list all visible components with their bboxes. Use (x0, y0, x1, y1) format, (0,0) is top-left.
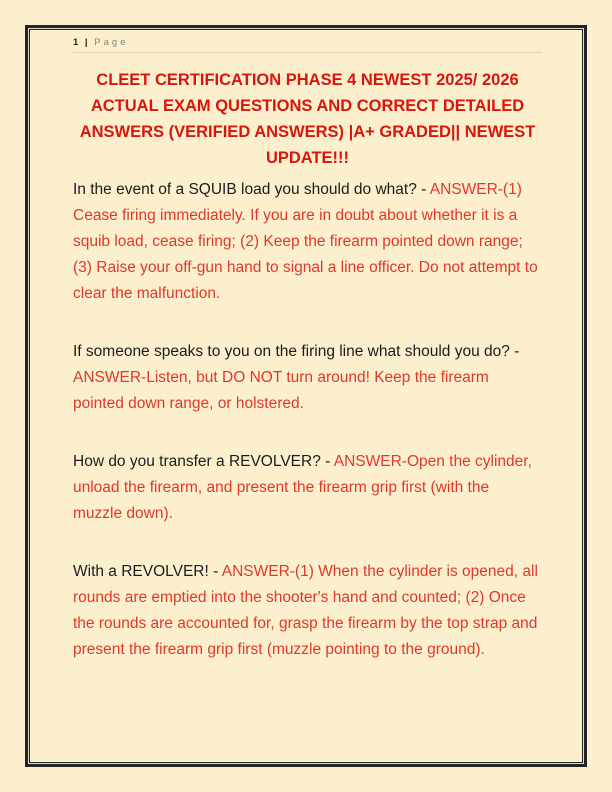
qa-item (73, 177, 542, 307)
page-header (73, 37, 542, 48)
question-text: With a REVOLVER! - (73, 563, 222, 580)
page-border (25, 25, 587, 767)
header-rule (73, 52, 542, 53)
page-header-label: Page (94, 37, 129, 48)
qa-item (73, 559, 542, 663)
answer-text: ANSWER-(1) When the cylinder is opened, all rounds are emptied into the shooter's hand and counted; (2) Once the rounds are accounted for, grasp the firearm by the top strap and present the firearm grip first (muzzle pointing to the ground). (73, 563, 538, 658)
question-text: If someone speaks to you on the firing line what should you do? - (73, 343, 520, 360)
page-content (30, 30, 582, 663)
qa-item (73, 339, 542, 417)
answer-text: ANSWER-(1) Cease firing immediately. If you are in doubt about whether it is a squib load, cease firing; (2) Keep the firearm pointed down range; (3) Raise your off-gun hand to signal a line officer. Do not attempt to clear the malfunction. (73, 181, 538, 302)
page-number-separator: | (84, 37, 89, 48)
qa-item (73, 449, 542, 527)
document-title: CLEET CERTIFICATION PHASE 4 NEWEST 2025/ 2026 ACTUAL EXAM QUESTIONS AND CORRECT DETAILED ANSWERS (VERIFIED ANSWERS) |A+ GRADED|| NEWEST UPDATE!!! (79, 71, 536, 167)
page-border-inner (29, 29, 583, 763)
question-text: How do you transfer a REVOLVER? - (73, 453, 334, 470)
question-text: In the event of a SQUIB load you should do what? - (73, 181, 430, 198)
answer-text: ANSWER-Open the cylinder, unload the firearm, and present the firearm grip first (with the muzzle down). (73, 453, 532, 522)
page-number: 1 (73, 37, 80, 48)
answer-text: ANSWER-Listen, but DO NOT turn around! Keep the firearm pointed down range, or holstered. (73, 369, 489, 412)
